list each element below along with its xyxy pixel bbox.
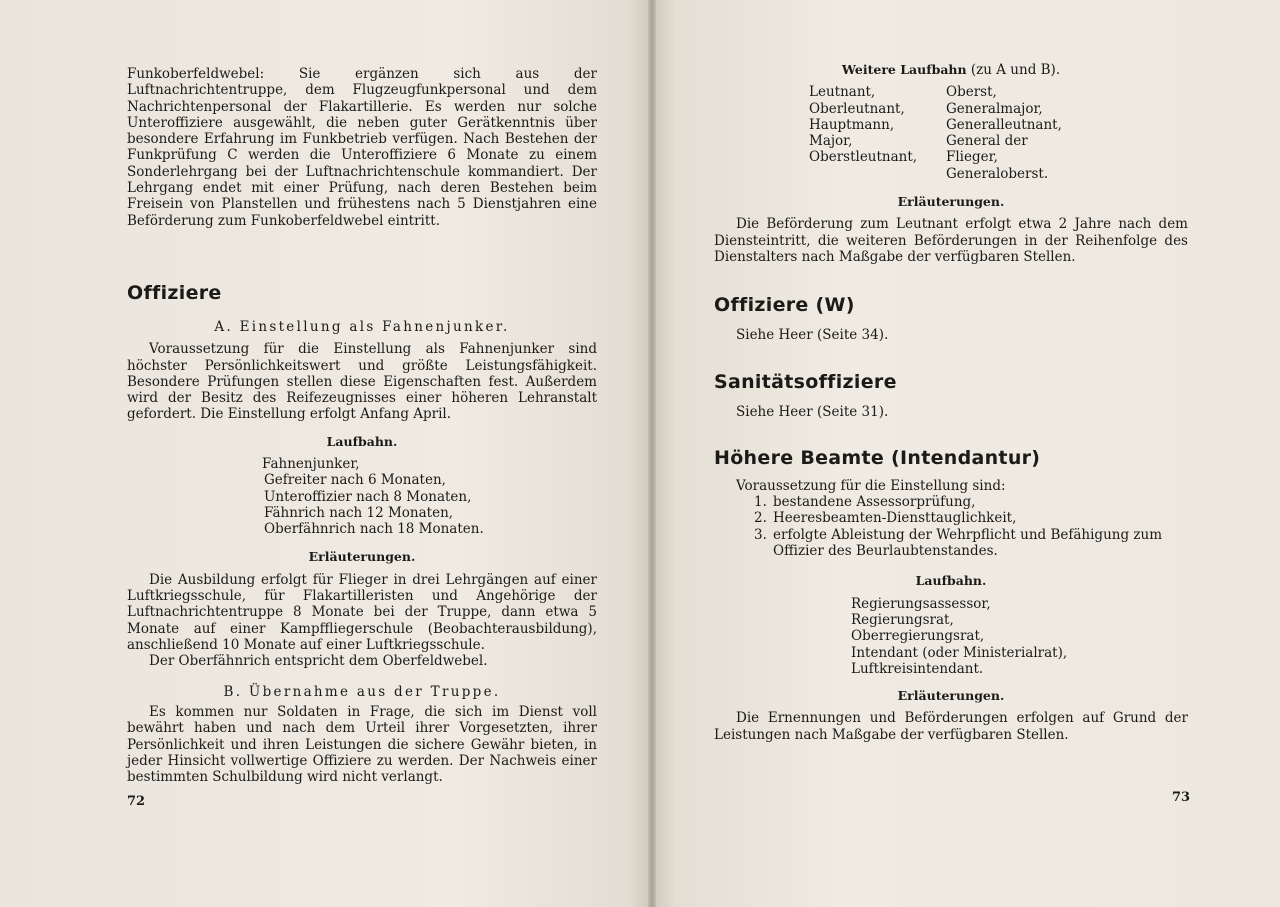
erlaeuterungen2-text: Die Ernennungen und Beförderungen erfolgen auf Grund der Leistungen nach Maßgabe der verfügbaren Stellen. [714,710,1188,743]
list-item: Unteroffizier nach 8 Monaten, [264,488,472,505]
laufbahn-list-left [127,456,597,537]
rank-column-2 [946,84,1083,182]
list-item: Regierungsrat, [851,611,954,628]
erlaeuterungen2-title: Erläuterungen. [897,688,1005,704]
list-item: Oberleutnant, [809,100,905,117]
list-text: erfolgte Ableistung der Wehrpflicht und Befähigung zum Offizier des Beurlaubtenstandes. [773,526,1163,560]
laufbahn-title-right: Laufbahn. [915,573,987,589]
section-b-title: B. Übernahme aus der Truppe. [223,683,501,700]
list-item: General der Flieger, [946,133,1028,166]
list-number: 3. [754,526,767,543]
laufbahn-list-right [714,596,1188,677]
sanitaet-text: Siehe Heer (Seite 31). [736,403,889,420]
list-item: Generalmajor, [946,100,1043,117]
list-item: Gefreiter nach 6 Monaten, [264,472,446,489]
list-item: Luftkreisintendant. [851,660,984,677]
section-a-text: Voraussetzung für die Einstellung als Fahnenjunker sind höchster Persönlichkeitswert und größte Leistungsfähigkeit. Besondere Prüfungen stellen diese Eigenschaften fest. Außerdem wird der Besitz des Reifezeugnisses einer höheren Lehranstalt gefordert. Die Einstellung erfolgt Anfang April. [127,341,597,423]
oberfaehnrich-note: Der Oberfähnrich entspricht dem Oberfeldwebel. [149,653,488,670]
list-item: Oberregierungsrat, [851,628,985,645]
rank-columns [714,84,1188,182]
list-item [754,527,1188,560]
list-item [754,494,1188,510]
erlaeuterungen-title-right: Erläuterungen. [897,194,1005,210]
list-item: Generalleutnant, [946,116,1062,133]
section-a-title: A. Einstellung als Fahnenjunker. [214,318,510,335]
list-item: Major, [809,133,853,150]
list-item: Regierungsassessor, [851,595,991,612]
weitere-laufbahn-line [714,62,1188,78]
heading-offiziere: Offiziere [127,281,222,304]
book-gutter [648,0,656,907]
list-number: 2. [754,510,767,527]
list-item: Leutnant, [809,84,876,101]
voraussetzung-text: Voraussetzung für die Einstellung sind: [736,477,1006,494]
erlaeuterungen-title-left: Erläuterungen. [308,548,416,564]
list-item: Oberstleutnant, [809,149,918,166]
intro-paragraph: Funkoberfeldwebel: Sie ergänzen sich aus der Luftnachrichtentruppe, dem Flugzeugfunkpersonal und dem Nachrichtenpersonal der Flakartillerie. Es werden nur solche Unteroffiziere ausgewählt, die neben guter Gerätkenntnis über besondere Erfahrung im Funkbetrieb verfügen. Nach Bestehen der Funkprüfung C werden die Unteroffiziere 6 Monate zu einem Sonderlehrgang bei der Luftnachrichtenschule kommandiert. Der Lehrgang endet mit einer Prüfung, nach deren Bestehen beim Freisein von Planstellen und frühestens nach 5 Dienstjahren eine Beförderung zum Funkoberfeldwebel eintritt. [127,66,597,229]
erlaeuterungen-text-left: Die Ausbildung erfolgt für Flieger in drei Lehrgängen auf einer Luftkriegsschule, für Flakartilleristen und Angehörige der Luftnachrichtentruppe 8 Monate bei der Truppe, dann etwa 5 Monate auf einer Kampffliegerschule (Beobachterausbildung), anschließend 10 Monate auf einer Luftkriegsschule. [127,571,597,654]
heading-sanitaetsoffiziere: Sanitätsoffiziere [714,370,897,393]
list-item: Oberst, [946,84,997,101]
right-page-content [714,62,1188,743]
laufbahn-title-left: Laufbahn. [326,433,398,449]
list-text: bestandene Assessorprüfung, [773,494,976,511]
list-item: Generaloberst. [946,165,1049,182]
list-item: Fahnenjunker, [262,456,360,473]
list-item: Fähnrich nach 12 Monaten, [264,504,454,521]
page-number-left: 72 [127,794,146,809]
weitere-laufbahn-suffix: (zu A und B). [966,62,1061,78]
offiziere-w-text: Siehe Heer (Seite 34). [736,327,889,344]
list-number: 1. [754,494,767,511]
erlaeuterungen-text-right: Die Beförderung zum Leutnant erfolgt etwa 2 Jahre nach dem Diensteintritt, die weiteren Beförderungen in der Reihenfolge des Dienstalters nach Maßgabe der verfügbaren Stellen. [714,216,1188,265]
weitere-laufbahn-title: Weitere Laufbahn [841,62,967,77]
heading-hoehere-beamte: Höhere Beamte (Intendantur) [714,446,1041,469]
list-text: Heeresbeamten-Diensttauglichkeit, [773,510,1017,527]
list-item [754,510,1188,526]
rank-column-1 [809,84,946,182]
list-item: Intendant (oder Ministerialrat), [851,644,1068,661]
left-page-content [127,66,597,785]
heading-offiziere-w: Offiziere (W) [714,294,855,317]
page-number-right: 73 [1172,790,1191,805]
list-item: Oberfähnrich nach 18 Monaten. [264,521,484,538]
list-item: Hauptmann, [809,116,895,133]
section-b-text: Es kommen nur Soldaten in Frage, die sich im Dienst voll bewährt haben und nach dem Urteil ihrer Vorgesetzten, ihrer Persönlichkeit und ihren Leistungen die sichere Gewähr bieten, in jeder Hinsicht vollwertige Offiziere zu werden. Der Nachweis einer bestimmten Schulbildung wird nicht verlangt. [127,703,597,786]
requirements-list [714,494,1188,559]
